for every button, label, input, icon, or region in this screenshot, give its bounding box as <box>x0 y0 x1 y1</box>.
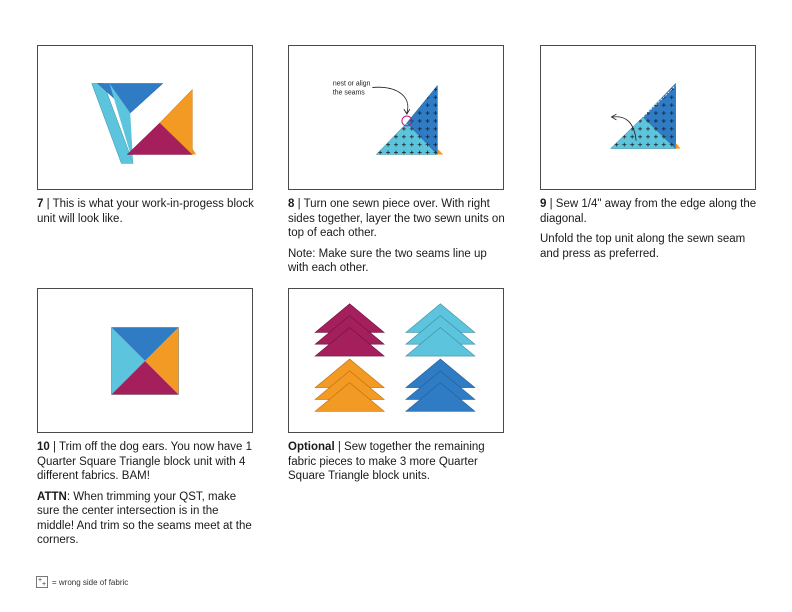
wrong-side-fabric-icon: + + <box>38 577 47 588</box>
step-text: Sew together the remaining fabric pieces to make 3 more Quarter Square Triangle block units. <box>288 441 485 482</box>
step-number: 8 <box>288 198 295 210</box>
annotation-line-1: nest or align <box>332 80 371 88</box>
step-note: Note: Make sure the two seams line up with each other. <box>288 247 487 274</box>
step-note: Unfold the top unit along the sewn seam and press as preferred. <box>540 233 746 260</box>
step-8-caption <box>288 197 506 282</box>
step-number: 7 <box>37 198 44 210</box>
step-9-diagram <box>541 46 755 189</box>
attn-text: : When trimming your QST, make sure the center intersection is in the middle! And trim so the seams meet at the corners. <box>37 490 252 546</box>
step-text: This is what your work-in-progess block unit will look like. <box>37 198 254 225</box>
step-number: 10 <box>37 441 50 453</box>
step-10-illustration <box>37 288 253 433</box>
legend <box>36 576 128 588</box>
separator: | <box>43 198 53 210</box>
step-text: Trim off the dog ears. You now have 1 Quarter Square Triangle block unit with 4 different fabrics. BAM! <box>37 441 253 482</box>
step-number: 9 <box>540 198 547 210</box>
step-8-illustration <box>288 45 504 190</box>
step-7-caption <box>37 197 255 232</box>
step-9-illustration <box>540 45 756 190</box>
separator: | <box>49 441 59 453</box>
step-10-caption <box>37 440 255 554</box>
step-8-diagram <box>289 46 503 189</box>
step-10-diagram <box>38 289 252 432</box>
separator: | <box>546 198 556 210</box>
optional-label: Optional <box>288 441 335 453</box>
step-text: Sew 1/4" away from the edge along the diagonal. <box>540 198 757 225</box>
optional-diagram <box>289 289 503 432</box>
annotation-line-2: the seams <box>332 89 365 97</box>
step-7-illustration <box>37 45 253 190</box>
legend-text: = wrong side of fabric <box>52 577 129 587</box>
separator: | <box>334 441 345 453</box>
optional-illustration <box>288 288 504 433</box>
step-7-diagram <box>38 46 252 189</box>
step-9-caption <box>540 197 758 267</box>
attn-label: ATTN <box>37 490 67 503</box>
separator: | <box>294 198 304 210</box>
optional-caption <box>288 440 506 490</box>
step-text: Turn one sewn piece over. With right sides together, layer the two sewn units on top of each other. <box>288 198 505 239</box>
